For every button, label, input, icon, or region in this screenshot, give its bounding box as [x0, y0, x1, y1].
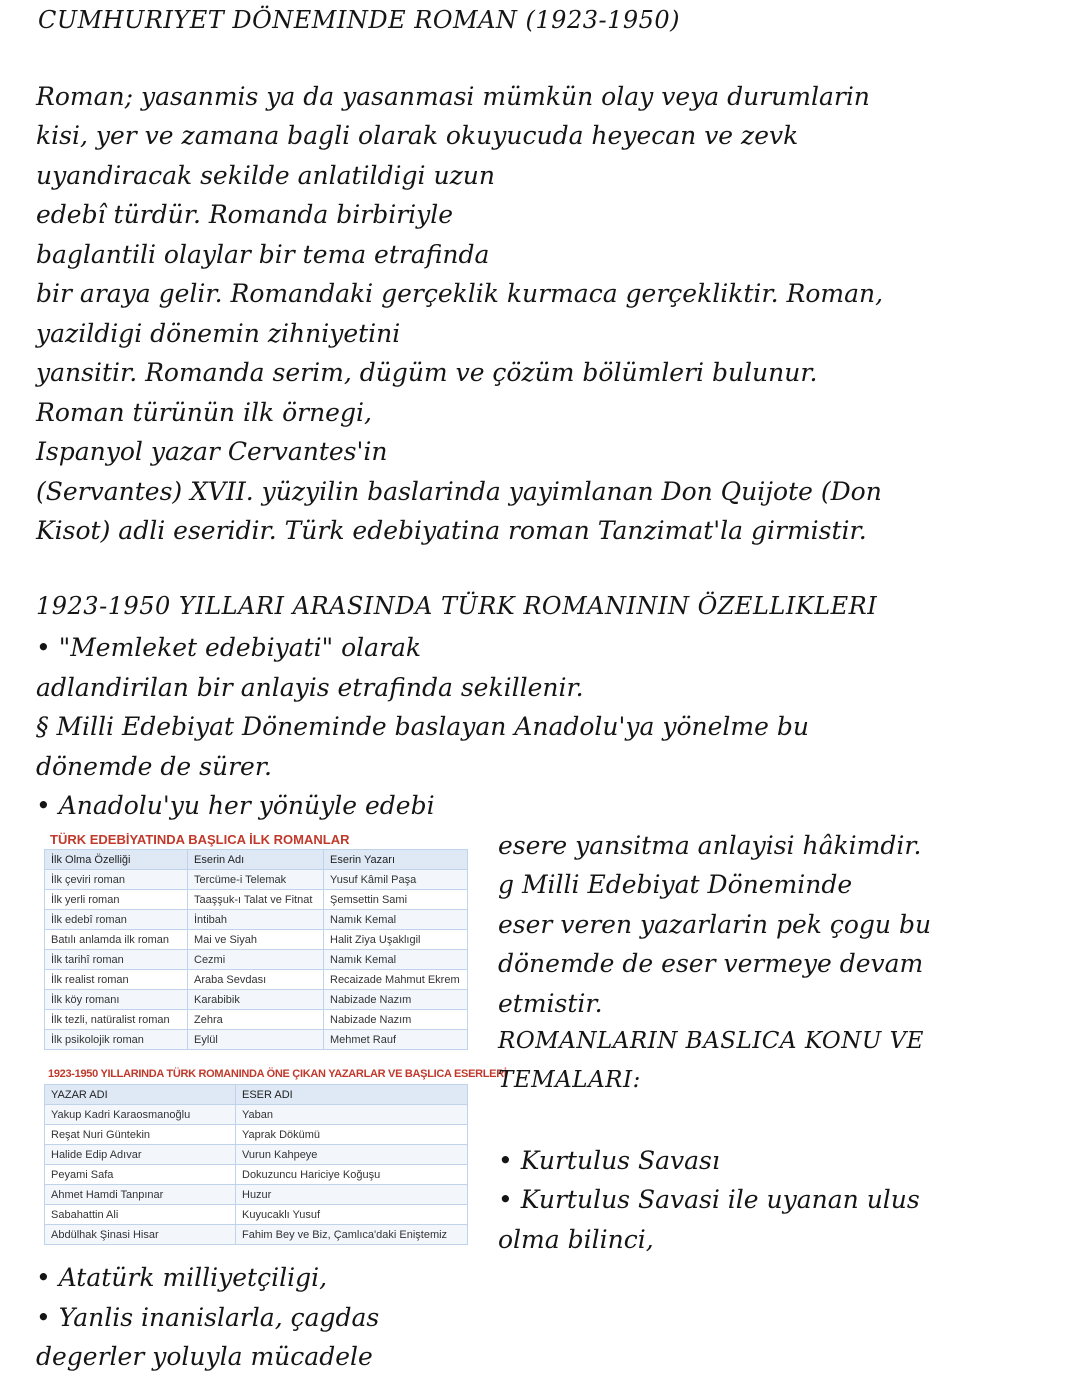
- table-row: [45, 1165, 468, 1185]
- table-cell: İlk çeviri roman: [45, 870, 188, 890]
- right-line-2: g Milli Edebiyat Döneminde: [498, 870, 853, 899]
- table-cell: Batılı anlamda ilk roman: [45, 930, 188, 950]
- first-novels-table: [44, 849, 468, 1050]
- bottom-line-2: • Yanlis inanislarla, çagdas: [36, 1303, 380, 1332]
- right-line-1: esere yansitma anlayisi hâkimdir.: [498, 831, 922, 860]
- authors-works-table: [44, 1084, 468, 1245]
- bullet-icon: •: [498, 1146, 513, 1175]
- table-cell: Namık Kemal: [324, 910, 468, 930]
- bottom-line-1: • Atatürk milliyetçiligi,: [36, 1263, 328, 1292]
- table-cell: İlk tezli, natüralist roman: [45, 1010, 188, 1030]
- table-cell: İlk realist roman: [45, 970, 188, 990]
- table-cell: Mehmet Rauf: [324, 1030, 468, 1050]
- topics-heading-line-2: TEMALARI:: [498, 1067, 641, 1093]
- feature-line-2: adlandirilan bir anlayis etrafinda sekillenir.: [36, 673, 584, 702]
- intro-line-7: yazildigi dönemin zihniyetini: [36, 319, 401, 348]
- topic-text: Kurtulus Savası: [520, 1146, 720, 1175]
- table-row: [45, 1205, 468, 1225]
- topic-item: [498, 1180, 920, 1220]
- table-header: YAZAR ADI: [45, 1085, 236, 1105]
- intro-line-5: baglantili olaylar bir tema etrafinda: [36, 240, 490, 269]
- table-cell: Şemsettin Sami: [324, 890, 468, 910]
- table-row: [45, 930, 468, 950]
- table-header: Eserin Adı: [188, 850, 324, 870]
- feature-line-5: • Anadolu'yu her yönüyle edebi: [36, 791, 435, 820]
- bottom-line-3: degerler yoluyla mücadele: [36, 1342, 373, 1371]
- intro-line-1: Roman; yasanmis ya da yasanmasi mümkün olay veya durumlarin: [36, 82, 870, 111]
- table-cell: Ahmet Hamdi Tanpınar: [45, 1185, 236, 1205]
- table-cell: İlk edebî roman: [45, 910, 188, 930]
- right-line-3: eser veren yazarlarin pek çogu bu: [498, 910, 932, 939]
- table-cell: Halide Edip Adıvar: [45, 1145, 236, 1165]
- table-header: İlk Olma Özelliği: [45, 850, 188, 870]
- right-line-5: etmistir.: [498, 989, 603, 1018]
- intro-line-6: bir araya gelir. Romandaki gerçeklik kurmaca gerçekliktir. Roman,: [36, 279, 884, 308]
- table-header-row: [45, 1085, 468, 1105]
- table-row: [45, 1030, 468, 1050]
- table-row: [45, 1225, 468, 1245]
- intro-line-10: Ispanyol yazar Cervantes'in: [36, 437, 388, 466]
- table-cell: İlk tarihî roman: [45, 950, 188, 970]
- table-cell: İlk yerli roman: [45, 890, 188, 910]
- feature-line-1: • "Memleket edebiyati" olarak: [36, 633, 422, 662]
- table-cell: Halit Ziya Uşaklıgil: [324, 930, 468, 950]
- table-cell: İlk köy romanı: [45, 990, 188, 1010]
- bullet-icon: •: [498, 1185, 513, 1214]
- table-row: [45, 970, 468, 990]
- table-cell: Yusuf Kâmil Paşa: [324, 870, 468, 890]
- page-title: CUMHURIYET DÖNEMINDE ROMAN (1923-1950): [38, 6, 681, 34]
- table-cell: Huzur: [236, 1185, 468, 1205]
- table-cell: Yaban: [236, 1105, 468, 1125]
- topic-continuation: olma bilinci,: [498, 1225, 654, 1254]
- table-cell: Abdülhak Şinasi Hisar: [45, 1225, 236, 1245]
- table-cell: Mai ve Siyah: [188, 930, 324, 950]
- table-row: [45, 990, 468, 1010]
- table-cell: Peyami Safa: [45, 1165, 236, 1185]
- table1-caption: TÜRK EDEBİYATINDA BAŞLICA İLK ROMANLAR: [50, 832, 350, 847]
- table-row: [45, 890, 468, 910]
- table-row: [45, 910, 468, 930]
- intro-line-9: Roman türünün ilk örnegi,: [36, 398, 372, 427]
- intro-line-8: yansitir. Romanda serim, dügüm ve çözüm bölümleri bulunur.: [36, 358, 818, 387]
- table-header-row: [45, 850, 468, 870]
- features-heading: 1923-1950 YILLARI ARASINDA TÜRK ROMANININ ÖZELLIKLERI: [36, 592, 878, 620]
- topic-text: Kurtulus Savasi ile uyanan ulus: [520, 1185, 920, 1214]
- table-cell: Karabibik: [188, 990, 324, 1010]
- table-cell: Tercüme-i Telemak: [188, 870, 324, 890]
- table-cell: Araba Sevdası: [188, 970, 324, 990]
- feature-line-4: dönemde de sürer.: [36, 752, 272, 781]
- right-line-4: dönemde de eser vermeye devam: [498, 949, 924, 978]
- table-cell: İntibah: [188, 910, 324, 930]
- table-row: [45, 1145, 468, 1165]
- table-cell: İlk psikolojik roman: [45, 1030, 188, 1050]
- table-cell: Nabizade Nazım: [324, 1010, 468, 1030]
- table-cell: Reşat Nuri Güntekin: [45, 1125, 236, 1145]
- intro-line-11: (Servantes) XVII. yüzyilin baslarinda yayimlanan Don Quijote (Don: [36, 477, 882, 506]
- table-row: [45, 870, 468, 890]
- table-header: Eserin Yazarı: [324, 850, 468, 870]
- intro-line-12: Kisot) adli eseridir. Türk edebiyatina roman Tanzimat'la girmistir.: [36, 516, 867, 545]
- intro-line-3: uyandiracak sekilde anlatildigi uzun: [36, 161, 495, 190]
- intro-line-4: edebî türdür. Romanda birbiriyle: [36, 200, 454, 229]
- table-row: [45, 1105, 468, 1125]
- intro-line-2: kisi, yer ve zamana bagli olarak okuyucuda heyecan ve zevk: [36, 121, 799, 150]
- table-cell: Taaşşuk-ı Talat ve Fitnat: [188, 890, 324, 910]
- table-row: [45, 950, 468, 970]
- topics-heading-line-1: ROMANLARIN BASLICA KONU VE: [498, 1028, 924, 1054]
- table-cell: Sabahattin Ali: [45, 1205, 236, 1225]
- table-cell: Fahim Bey ve Biz, Çamlıca'daki Eniştemiz: [236, 1225, 468, 1245]
- table2-caption: 1923-1950 YILLARINDA TÜRK ROMANINDA ÖNE ÇIKAN YAZARLAR VE BAŞLICA ESERLERİ: [48, 1068, 507, 1080]
- table-header: ESER ADI: [236, 1085, 468, 1105]
- topic-item: [498, 1141, 720, 1181]
- table-cell: Yaprak Dökümü: [236, 1125, 468, 1145]
- table-row: [45, 1185, 468, 1205]
- table-cell: Dokuzuncu Hariciye Koğuşu: [236, 1165, 468, 1185]
- table-cell: Namık Kemal: [324, 950, 468, 970]
- table-cell: Vurun Kahpeye: [236, 1145, 468, 1165]
- table-cell: Nabizade Nazım: [324, 990, 468, 1010]
- table-row: [45, 1125, 468, 1145]
- table-row: [45, 1010, 468, 1030]
- table-cell: Zehra: [188, 1010, 324, 1030]
- table-cell: Cezmi: [188, 950, 324, 970]
- table-cell: Yakup Kadri Karaosmanoğlu: [45, 1105, 236, 1125]
- table-cell: Kuyucaklı Yusuf: [236, 1205, 468, 1225]
- table-cell: Eylül: [188, 1030, 324, 1050]
- table-cell: Recaizade Mahmut Ekrem: [324, 970, 468, 990]
- feature-line-3: § Milli Edebiyat Döneminde baslayan Anadolu'ya yönelme bu: [36, 712, 809, 741]
